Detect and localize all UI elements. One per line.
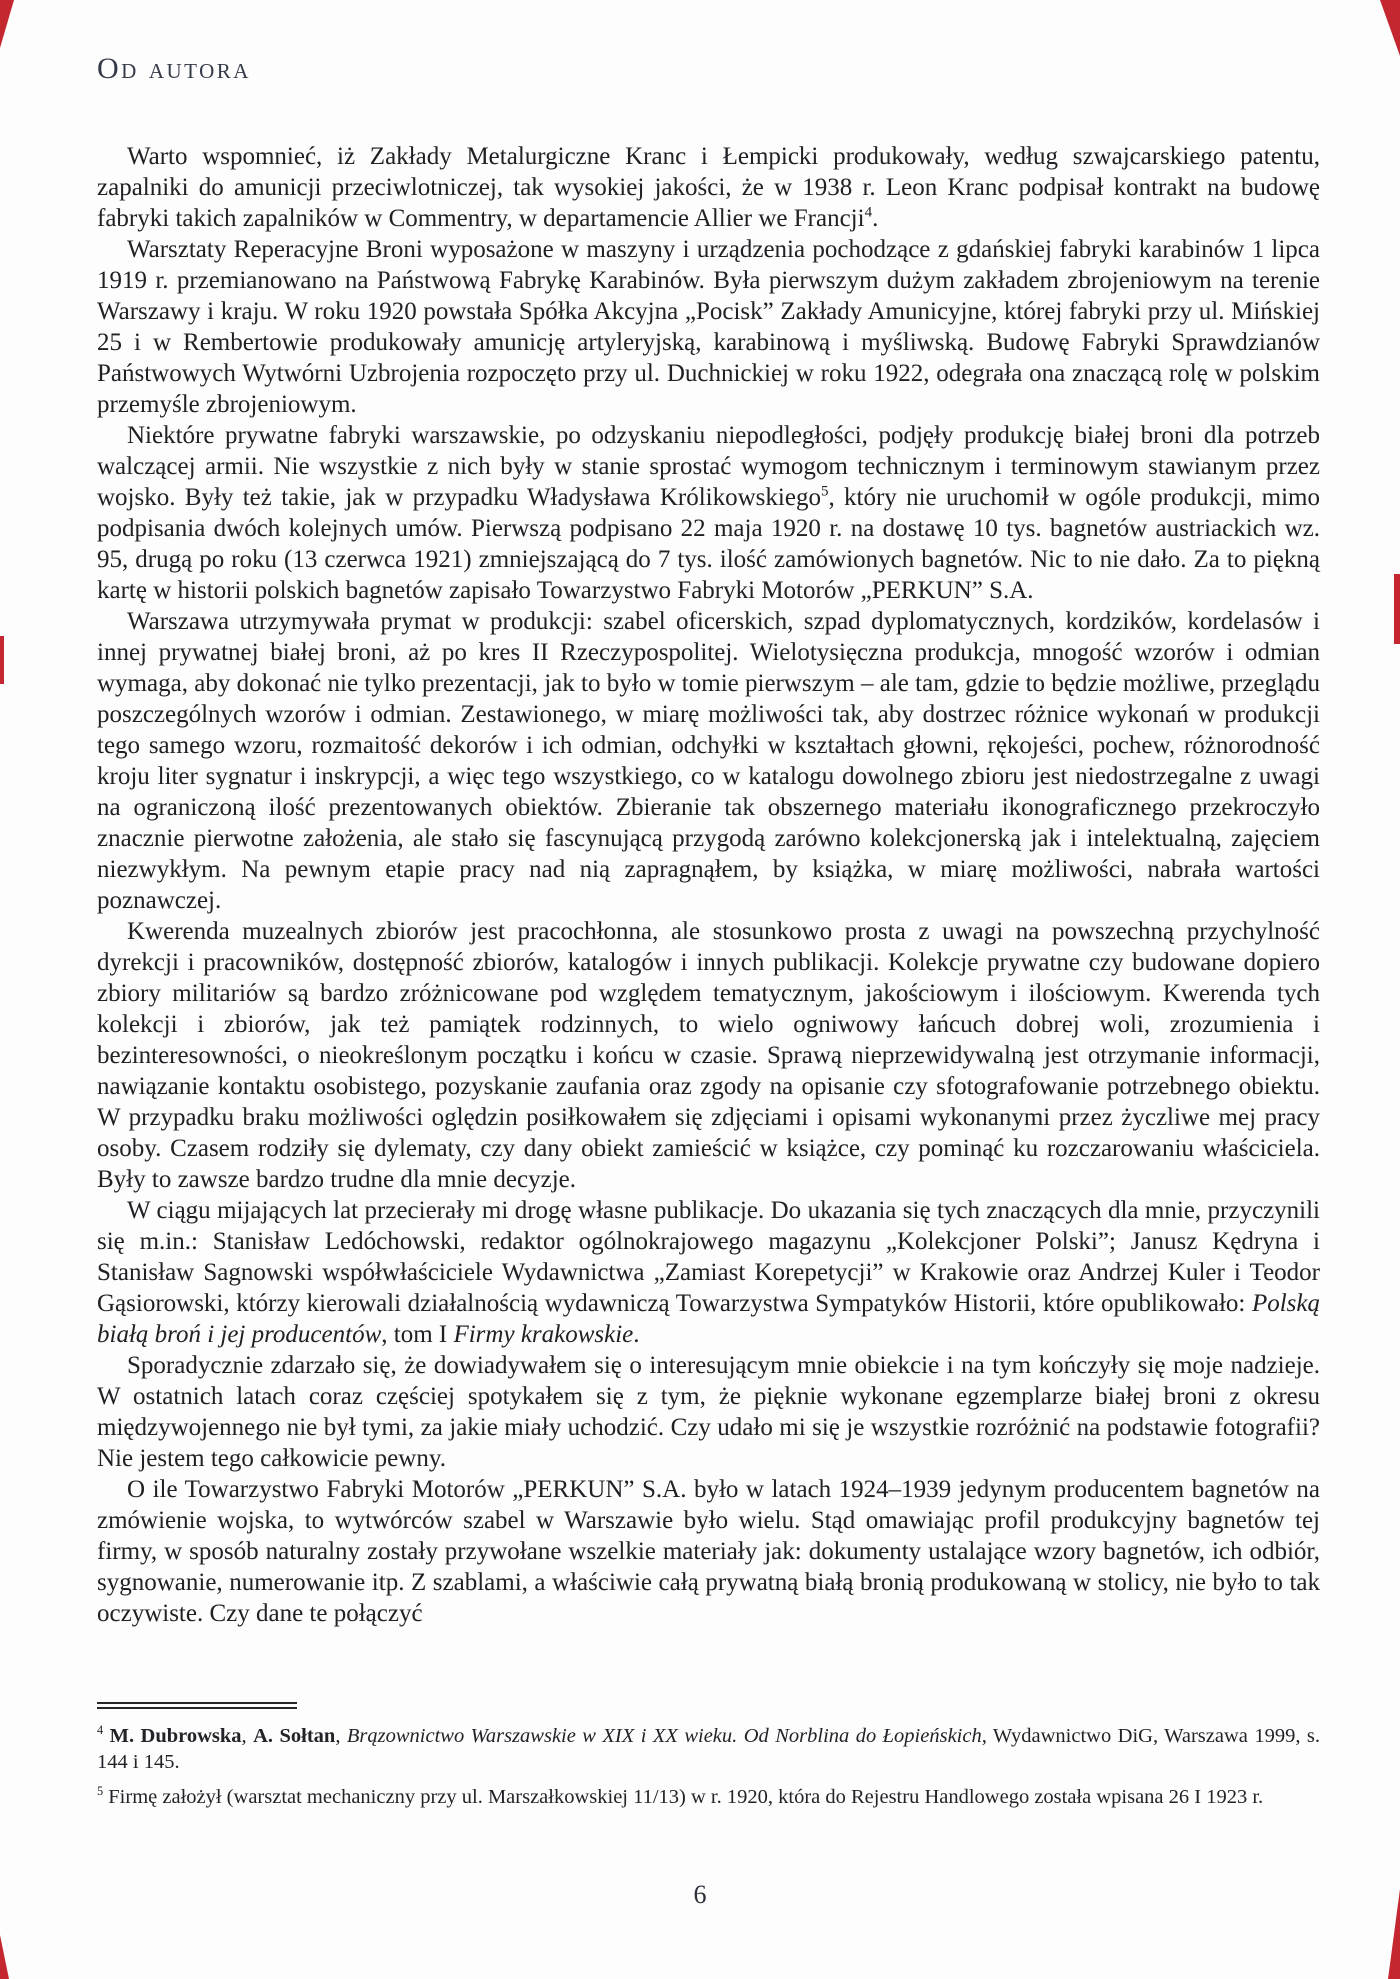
body-paragraph xyxy=(97,916,1320,1195)
red-scan-mark-top-right xyxy=(1380,0,1400,56)
footnote-rule xyxy=(97,1702,297,1709)
footnote-marker: 4 xyxy=(864,204,873,221)
footnote-marker: 5 xyxy=(97,1784,104,1799)
text-run: A. Sołtan xyxy=(253,1725,336,1747)
text-run: O ile Towarzystwo Fabryki Motorów „PERKUN” S.A. było w latach 1924–1939 jedynym producentem bagnetów na zmówienie wojska, to wytwórców szabel w Warszawie było wielu. Stąd omawiając profil produkcyjny bagnetów tej firmy, w sposób naturalny zostały przywołane wszelkie materiały jak: dokumenty ustalające wzory bagnetów, ich odbiór, sygnowanie, numerowanie itp. Z szablami, a właściwie całą prywatną białą bronią produkowaną w stolicy, nie było to tak oczywiste. Czy dane te połączyć xyxy=(97,1476,1320,1627)
footnote-block xyxy=(97,1702,1320,1819)
text-run: Brązownictwo Warszawskie w XIX i XX wieku. Od Norblina do Łopieńskich xyxy=(346,1725,982,1747)
body-paragraph xyxy=(97,1350,1320,1474)
text-run: Firmy krakowskie xyxy=(453,1321,634,1348)
section-heading: Od autora xyxy=(97,52,251,85)
text-run: W ciągu mijających lat przecierały mi drogę własne publikacje. Do ukazania się tych znaczących dla mnie, przyczynili się m.in.: Stanisław Ledóchowski, redaktor ogólnokrajowego magazynu „Kolekcjoner Polski”; Janusz Kędryna i Stanisław Sagnowski współwłaściciele Wydawnictwa „Zamiast Korepetycji” w Krakowie oraz Andrzej Kuler i Teodor Gąsiorowski, którzy kierowali działalnością wydawniczą Towarzystwa Sympatyków Historii, które opublikowało: xyxy=(97,1197,1320,1317)
text-run: . xyxy=(872,205,879,232)
text-run: Firmę założył (warsztat mechaniczny przy ul. Marszałkowskiej 11/13) w r. 1920, która do Rejestru Handlowego została wpisana 26 I 1923 r. xyxy=(103,1786,1264,1808)
text-run: Polską białą broń i jej producentów xyxy=(97,1290,1320,1348)
footnote-marker: 5 xyxy=(820,483,829,500)
red-scan-mark-right-edge xyxy=(1394,574,1400,644)
footnote-list xyxy=(97,1723,1320,1810)
body-paragraph xyxy=(97,606,1320,916)
body-paragraph xyxy=(97,1474,1320,1629)
text-run: Niektóre prywatne fabryki warszawskie, po odzyskaniu niepodległości, podjęły produkcję białej broni dla potrzeb walczącej armii. Nie wszystkie z nich były w stanie sprostać wymogom technicznym i terminowym stawianym przez wojsko. Były też takie, jak w przypadku Władysława Królikowskiego xyxy=(97,422,1320,511)
body-paragraph xyxy=(97,420,1320,606)
red-scan-mark-bottom-left xyxy=(0,1935,9,1979)
footnote xyxy=(97,1723,1320,1775)
text-run: Sporadycznie zdarzało się, że dowiadywałem się o interesującym mnie obiekcie i na tym kończyły się moje nadzieje. W ostatnich latach coraz częściej spotykałem się z tym, że pięknie wykonane egzemplarze białej broni z okresu międzywojennego nie był tymi, za jakie miały uchodzić. Czy udało mi się je wszystkie rozróżnić na podstawie fotografii? Nie jestem tego całkowicie pewny. xyxy=(97,1352,1320,1472)
text-run: , który nie uruchomił w ogóle produkcji, mimo podpisania dwóch kolejnych umów. Pierwszą podpisano 22 maja 1920 r. na dostawę 10 tys. bagnetów austriackich wz. 95, drugą po roku (13 czerwca 1921) zmniejszającą do 7 tys. ilość zamówionych bagnetów. Nic to nie dało. Za to piękną kartę w historii polskich bagnetów zapisało Towarzystwo Fabryki Motorów „PERKUN” S.A. xyxy=(97,484,1321,604)
text-run: . xyxy=(633,1321,640,1348)
text-run: Kwerenda muzealnych zbiorów jest pracochłonna, ale stosunkowo prosta z uwagi na powszechną przychylność dyrekcji i pracowników, dostępność zbiorów, katalogów i innych publikacji. Kolekcje prywatne czy budowane dopiero zbiory militariów są bardzo zróżnicowane pod względem tematycznym, jakościowym i ilościowym. Kwerenda tych kolekcji i zbiorów, jak też pamiątek rodzinnych, to wielo ogniwowy łańcuch dobrej woli, zrozumienia i bezinteresowności, o nieokreślonym początku i końcu w czasie. Sprawą nieprzewidywalną jest otrzymanie informacji, nawiązanie kontaktu osobistego, pozyskanie zaufania oraz zgody na opisanie czy sfotografowanie potrzebnego obiektu. W przypadku braku możliwości oględzin posiłkowałem się zdjęciami i opisami wykonanymi przez życzliwe mej pracy osoby. Czasem rodziły się dylematy, czy dany obiekt zamieścić w książce, czy pominąć ku rozczarowaniu właściciela. Były to zawsze bardzo trudne dla mnie decyzje. xyxy=(97,918,1320,1193)
body-paragraph xyxy=(97,141,1320,234)
body-paragraph xyxy=(97,1195,1320,1350)
footnote-marker: 4 xyxy=(97,1723,104,1738)
text-run: Warszawa utrzymywała prymat w produkcji: szabel oficerskich, szpad dyplomatycznych, kordzików, kordelasów i innej prywatnej białej broni, aż po kres II Rzeczypospolitej. Wielotysięczna produkcja, mnogość wzorów i odmian wymaga, aby dokonać nie tylko prezentacji, jak to było w tomie pierwszym – ale tam, gdzie to będzie możliwe, przeglądu poszczególnych wzorów i odmian. Zestawionego, w miarę możliwości tak, aby dostrzec różnice wykonań w produkcji tego samego wzoru, rozmaitość dekorów i ich odmian, odchyłki w kształtach głowni, rękojeści, pochew, różnorodność kroju liter sygnatur i inskrypcji, a więc tego wszystkiego, co w katalogu dowolnego zbioru jest niedostrzegalne z uwagi na ograniczoną ilość prezentowanych obiektów. Zbieranie tak obszernego materiału ikonograficznego przekroczyło znacznie pierwotne założenia, ale stało się fascynującą przygodą zarówno kolekcjonerską jak i intelektualną, zajęciem niezwykłym. Na pewnym etapie pracy nad nią zapragnąłem, by książka, w miarę możliwości, nabrała wartości poznawczej. xyxy=(97,608,1320,914)
page-number: 6 xyxy=(693,1880,707,1909)
footnote xyxy=(97,1784,1320,1810)
text-run: , xyxy=(335,1725,347,1747)
text-run: M. Dubrowska xyxy=(109,1725,242,1747)
text-run: , Wydawnictwo DiG, Warszawa 1999, s. 144 i 145. xyxy=(97,1725,1321,1773)
text-run: Warto wspomnieć, iż Zakłady Metalurgiczne Kranc i Łempicki produkowały, według szwajcarskiego patentu, zapalniki do amunicji przeciwlotniczej, tak wysokiej jakości, że w 1938 r. Leon Kranc podpisał kontrakt na budowę fabryki takich zapalników w Commentry, w departamencie Allier we Francji xyxy=(97,143,1320,232)
text-run: Warsztaty Reperacyjne Broni wyposażone w maszyny i urządzenia pochodzące z gdańskiej fabryki karabinów 1 lipca 1919 r. przemianowano na Państwową Fabrykę Karabinów. Była pierwszym dużym zakładem zbrojeniowym na terenie Warszawy i kraju. W roku 1920 powstała Spółka Akcyjna „Pocisk” Zakłady Amunicyjne, której fabryki przy ul. Mińskiej 25 i w Rembertowie produkowały amunicję artyleryjską, karabinową i myśliwską. Budowę Fabryki Sprawdzianów Państwowych Wytwórni Uzbrojenia rozpoczęto przy ul. Duchnickiej w roku 1922, odegrała ona znaczącą rolę w polskim przemyśle zbrojeniowym. xyxy=(97,236,1320,418)
text-run: , xyxy=(241,1725,254,1747)
body-paragraph xyxy=(97,234,1320,420)
body-text xyxy=(97,141,1320,1629)
red-scan-mark-top-left xyxy=(0,0,14,48)
text-run: , tom I xyxy=(381,1321,454,1348)
red-scan-mark-left-edge xyxy=(0,636,4,684)
